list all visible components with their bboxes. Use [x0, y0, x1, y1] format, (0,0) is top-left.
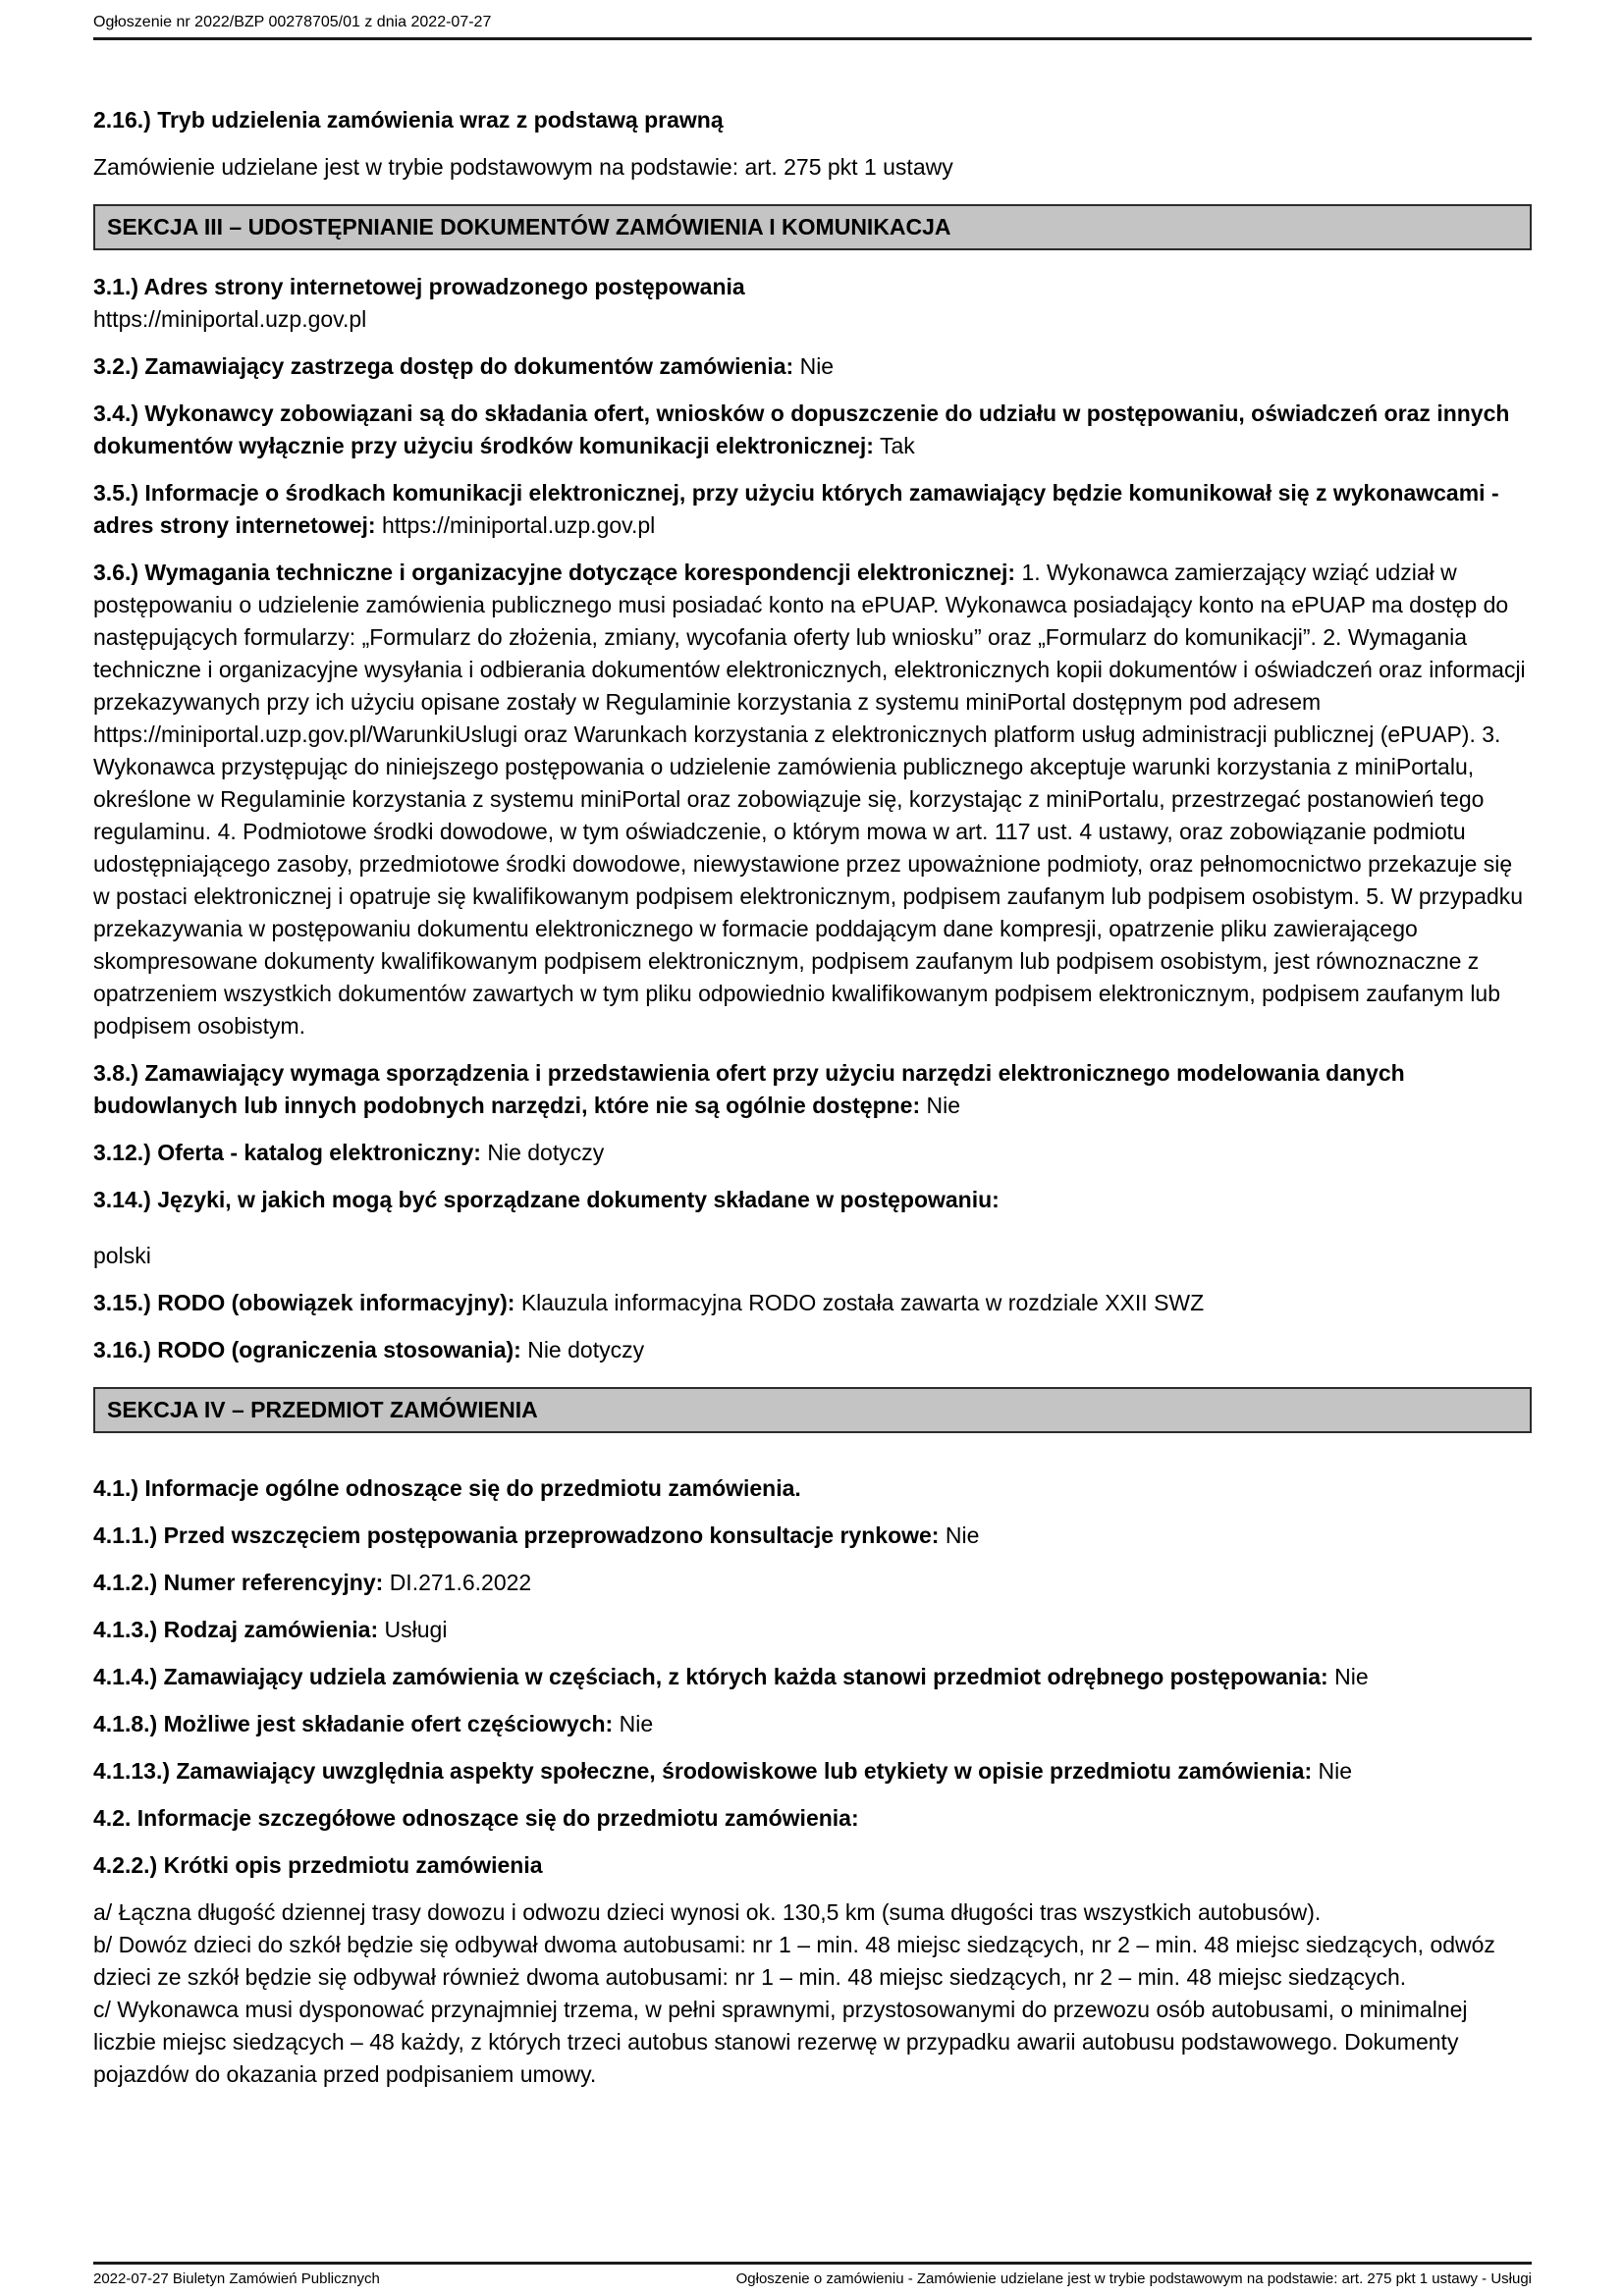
footer-row [0, 2265, 1623, 2288]
item-4-1-8-value: Nie [619, 1711, 654, 1736]
description-line-a: a/ Łączna długość dziennej trasy dowozu i odwozu dzieci wynosi ok. 130,5 km (suma długości tras wszystkich autobusów). [93, 1899, 1322, 1925]
item-3-12 [93, 1137, 1532, 1169]
item-4-1-8 [93, 1708, 1532, 1740]
item-3-15 [93, 1287, 1532, 1319]
heading-4-1: 4.1.) Informacje ogólne odnoszące się do przedmiotu zamówienia. [93, 1475, 801, 1501]
item-3-1-label: 3.1.) Adres strony internetowej prowadzonego postępowania [93, 274, 745, 299]
item-4-1-1-label: 4.1.1.) Przed wszczęciem postępowania przeprowadzono konsultacje rynkowe: [93, 1522, 940, 1548]
item-3-5-label: 3.5.) Informacje o środkach komunikacji elektronicznej, przy użyciu których zamawiający będzie komunikował się z wykonawcami - adres strony internetowej: [93, 480, 1499, 538]
document-footer [0, 2262, 1623, 2288]
description-line-c: c/ Wykonawca musi dysponować przynajmniej trzema, w pełni sprawnymi, przystosowanymi do przewozu osób autobusami, o minimalnej liczbie miejsc siedzących – 48 każdy, z których trzeci autobus stanowi rezerwę w przypadku awarii autobusu podstawowego. Dokumenty pojazdów do okazania przed podpisaniem umowy. [93, 1997, 1468, 2087]
item-4-2-2-description [93, 1896, 1532, 2091]
item-4-1-13-value: Nie [1318, 1758, 1353, 1784]
item-3-15-value: Klauzula informacyjna RODO została zawarta w rozdziale XXII SWZ [520, 1290, 1205, 1315]
item-3-14-value: polski [93, 1243, 151, 1268]
section-4-title: SEKCJA IV – PRZEDMIOT ZAMÓWIENIA [107, 1397, 538, 1422]
document-content [0, 40, 1623, 2091]
item-3-16-value: Nie dotyczy [527, 1337, 645, 1362]
item-3-6-value: 1. Wykonawca zamierzający wziąć udział w postępowaniu o udzielenie zamówienia publicznego musi posiadać konto na ePUAP. Wykonawca posiadający konto na ePUAP ma dostęp do następujących formularzy: „Formularz do złożenia, zmiany, wycofania oferty lub wniosku” oraz „Formularz do komunikacji”. 2. Wymagania techniczne i organizacyjne wysyłania i odbierania dokumentów elektronicznych, elektronicznych kopii dokumentów i oświadczeń oraz informacji przekazywanych przy ich użyciu opisane zostały w Regulaminie korzystania z systemu miniPortal dostępnym pod adresem https://miniportal.uzp.gov.pl/WarunkiUslugi oraz Warunkach korzystania z elektronicznych platform usług administracji publicznej (ePUAP). 3. Wykonawca przystępując do niniejszego postępowania o udzielenie zamówienia publicznego akceptuje warunki korzystania z miniPortalu, określone w Regulaminie korzystania z systemu miniPortal oraz zobowiązuje się, korzystając z miniPortalu, przestrzegać postanowień tego regulaminu. 4. Podmiotowe środki dowodowe, w tym oświadczenie, o którym mowa w art. 117 ust. 4 ustawy, oraz zobowiązanie podmiotu udostępniającego zasoby, przedmiotowe środki dowodowe, niewystawione przez upoważnione podmioty, oraz pełnomocnictwo przekazuje się w postaci elektronicznej i opatruje się kwalifikowanym podpisem elektronicznym, podpisem zaufanym lub podpisem osobistym. 5. W przypadku przekazywania w postępowaniu dokumentu elektronicznego w formacie poddającym dane kompresji, opatrzenie pliku zawierającego skompresowane dokumenty kwalifikowanym podpisem elektronicznym, podpisem zaufanym lub podpisem osobistym, jest równoznaczne z opatrzeniem wszystkich dokumentów zawartych w tym pliku odpowiednio kwalifikowanym podpisem elektronicznym, podpisem zaufanym lub podpisem osobistym. [93, 560, 1526, 1039]
document-header [0, 0, 1623, 32]
item-3-2-value: Nie [799, 353, 835, 379]
item-3-6-label: 3.6.) Wymagania techniczne i organizacyjne dotyczące korespondencji elektronicznej: [93, 560, 1016, 585]
item-4-1-2-value: DI.271.6.2022 [389, 1570, 532, 1595]
item-4-1-3-label: 4.1.3.) Rodzaj zamówienia: [93, 1617, 379, 1642]
text-2-16: Zamówienie udzielane jest w trybie podstawowym na podstawie: art. 275 pkt 1 ustawy [93, 154, 953, 180]
item-4-1-2 [93, 1567, 1532, 1599]
notice-number: Ogłoszenie nr 2022/BZP 00278705/01 z dnia 2022-07-27 [93, 14, 492, 30]
description-line-b: b/ Dowóz dzieci do szkół będzie się odbywał dwoma autobusami: nr 1 – min. 48 miejsc siedzących, nr 2 – min. 48 miejsc siedzących, odwóz dzieci ze szkół będzie się odbywał również dwoma autobusami: nr 1 – min. 48 miejsc siedzących, nr 2 – min. 48 miejsc siedzących. [93, 1932, 1495, 1990]
item-4-1-4-label: 4.1.4.) Zamawiający udziela zamówienia w częściach, z których każda stanowi przedmiot odrębnego postępowania: [93, 1664, 1328, 1689]
heading-4-2: 4.2. Informacje szczegółowe odnoszące się do przedmiotu zamówienia: [93, 1805, 859, 1831]
item-3-6 [93, 557, 1532, 1042]
section-3-title: SEKCJA III – UDOSTĘPNIANIE DOKUMENTÓW ZAMÓWIENIA I KOMUNIKACJA [107, 214, 951, 240]
section-4-band [93, 1387, 1532, 1433]
item-4-1-1-value: Nie [945, 1522, 980, 1548]
item-4-1-1 [93, 1520, 1532, 1552]
item-4-1-3-value: Usługi [384, 1617, 448, 1642]
item-3-5 [93, 477, 1532, 542]
item-3-15-label: 3.15.) RODO (obowiązek informacyjny): [93, 1290, 515, 1315]
item-3-4-label: 3.4.) Wykonawcy zobowiązani są do składania ofert, wniosków o dopuszczenie do udziału w postępowaniu, oświadczeń oraz innych dokumentów wyłącznie przy użyciu środków komunikacji elektronicznej: [93, 400, 1510, 458]
item-3-2-label: 3.2.) Zamawiający zastrzega dostęp do dokumentów zamówienia: [93, 353, 794, 379]
item-3-1 [93, 271, 1532, 336]
item-3-16-label: 3.16.) RODO (ograniczenia stosowania): [93, 1337, 521, 1362]
item-3-14-label: 3.14.) Języki, w jakich mogą być sporządzane dokumenty składane w postępowaniu: [93, 1187, 1000, 1212]
item-4-1-4-value: Nie [1334, 1664, 1369, 1689]
item-4-1-4 [93, 1661, 1532, 1693]
item-3-12-value: Nie dotyczy [487, 1140, 605, 1165]
item-4-1-2-label: 4.1.2.) Numer referencyjny: [93, 1570, 384, 1595]
item-3-8-label: 3.8.) Zamawiający wymaga sporządzenia i przedstawienia ofert przy użyciu narzędzi elektronicznego modelowania danych budowlanych lub innych podobnych narzędzi, które nie są ogólnie dostępne: [93, 1060, 1405, 1118]
item-3-4 [93, 398, 1532, 462]
footer-left-text: 2022-07-27 Biuletyn Zamówień Publicznych [93, 2270, 380, 2287]
item-4-1-13 [93, 1755, 1532, 1788]
item-3-8-value: Nie [926, 1093, 961, 1118]
footer-right-text: Ogłoszenie o zamówieniu - Zamówienie udzielane jest w trybie podstawowym na podstawie: art. 275 pkt 1 ustawy - Usługi [735, 2270, 1532, 2287]
item-3-5-value: https://miniportal.uzp.gov.pl [381, 512, 656, 538]
item-3-16 [93, 1334, 1532, 1366]
item-3-1-value: https://miniportal.uzp.gov.pl [93, 306, 367, 332]
section-3-band [93, 204, 1532, 250]
item-3-8 [93, 1057, 1532, 1122]
item-4-1-3 [93, 1614, 1532, 1646]
item-3-12-label: 3.12.) Oferta - katalog elektroniczny: [93, 1140, 481, 1165]
item-4-1-8-label: 4.1.8.) Możliwe jest składanie ofert częściowych: [93, 1711, 614, 1736]
item-3-14 [93, 1184, 1532, 1216]
item-4-1-13-label: 4.1.13.) Zamawiający uwzględnia aspekty społeczne, środowiskowe lub etykiety w opisie przedmiotu zamówienia: [93, 1758, 1313, 1784]
item-3-4-value: Tak [879, 433, 915, 458]
heading-4-2-2: 4.2.2.) Krótki opis przedmiotu zamówienia [93, 1852, 543, 1878]
item-3-2 [93, 350, 1532, 383]
heading-2-16: 2.16.) Tryb udzielenia zamówienia wraz z podstawą prawną [93, 107, 724, 133]
